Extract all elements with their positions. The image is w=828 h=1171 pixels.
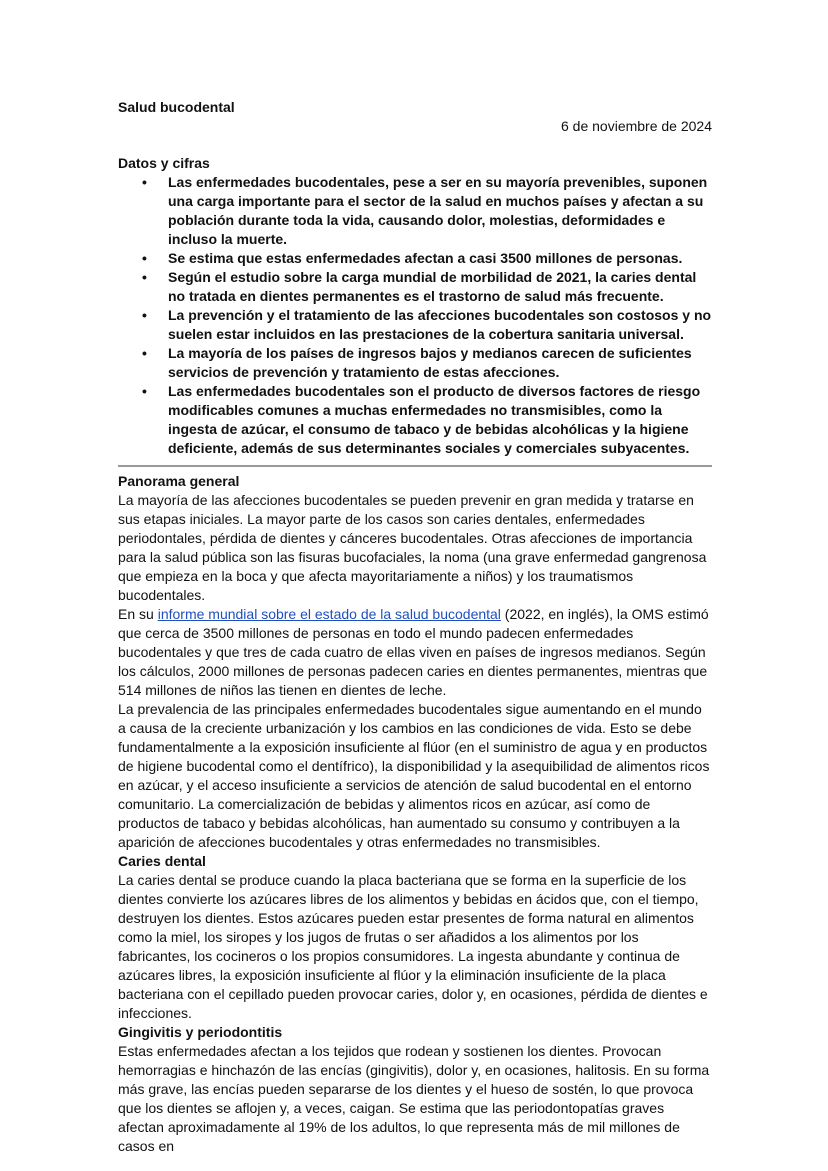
fact-text: La mayoría de los países de ingresos bajos y medianos carecen de suficientes servicios de prevención y tratamiento de estas afecciones. <box>168 345 692 380</box>
fact-text: Según el estudio sobre la carga mundial de morbilidad de 2021, la caries dental no tratada en dientes permanentes es el trastorno de salud más frecuente. <box>168 269 697 304</box>
caries-paragraph: La caries dental se produce cuando la placa bacteriana que se forma en la superficie de los dientes convierte los azúcares libres de los alimentos y bebidas en ácidos que, con el tiempo, destruyen los dientes. Estos azúcares pueden estar presentes de forma natural en alimentos como la miel, los siropes y los jugos de frutas o ser añadidos a los alimentos por los fabricantes, los cocineros o los propios consumidores. La ingesta abundante y continua de azúcares libres, la exposición insuficiente al flúor y la eliminación insuficiente de la placa bacteriana con el cepillado pueden provocar caries, dolor y, en ocasiones, pérdida de dientes e infecciones. <box>118 872 708 1021</box>
fact-item <box>142 249 712 268</box>
global-oral-health-report-link[interactable]: informe mundial sobre el estado de la salud bucodental <box>157 606 501 622</box>
fact-item <box>142 173 712 249</box>
facts-list <box>118 173 712 458</box>
document-content <box>118 98 712 1156</box>
overview-paragraph-1: La mayoría de las afecciones bucodentales se pueden prevenir en gran medida y tratarse en sus etapas iniciales. La mayor parte de los casos son caries dentales, enfermedades periodontales, pérdida de dientes y cánceres bucodentales. Otras afecciones de importancia para la salud pública son las fisuras bucofaciales, la noma (una grave enfermedad gangrenosa que empieza en la boca y que afecta mayoritariamente a niños) y los traumatismos bucodentales. <box>118 492 707 603</box>
publication-date: 6 de noviembre de 2024 <box>561 118 712 134</box>
document-title: Salud bucodental <box>118 99 235 115</box>
overview-paragraph-3: La prevalencia de las principales enfermedades bucodentales sigue aumentando en el mundo a causa de la creciente urbanización y los cambios en las condiciones de vida. Esto se debe fundamentalmente a la exposición insuficiente al flúor (en el suministro de agua y en productos de higiene bucodental como el dentífrico), la disponibilidad y la asequibilidad de alimentos ricos en azúcar, y el acceso insuficiente a servicios de atención de salud bucodental en el entorno comunitario. La comercialización de bebidas y alimentos ricos en azúcar, así como de productos de tabaco y bebidas alcohólicas, han aumentado su consumo y contribuyen a la aparición de afecciones bucodentales y otras enfermedades no transmisibles. <box>118 701 710 850</box>
fact-text: Las enfermedades bucodentales son el producto de diversos factores de riesgo modificables comunes a muchas enfermedades no transmisibles, como la ingesta de azúcar, el consumo de tabaco y de bebidas alcohólicas y la higiene deficiente, además de sus determinantes sociales y comerciales subyacentes. <box>168 383 701 456</box>
fact-item <box>142 344 712 382</box>
gingivitis-heading: Gingivitis y periodontitis <box>118 1024 283 1040</box>
overview-p2-text-before: En su <box>118 606 158 622</box>
gingivitis-paragraph: Estas enfermedades afectan a los tejidos que rodean y sostienen los dientes. Provocan hemorragias e hinchazón de las encías (gingivitis), dolor y, en ocasiones, halitosis. En su forma más grave, las encías pueden separarse de los dientes y el hueso de sostén, lo que provoca que los dientes se aflojen y, a veces, caigan. Se estima que las periodontopatías graves afectan aproximadamente al 19% de los adultos, lo que representa más de mil millones de casos en <box>118 1043 710 1154</box>
overview-p2-text-after: (2022, en inglés), la OMS estimó que cerca de 3500 millones de personas en todo el mundo padecen enfermedades bucodentales y que tres de cada cuatro de ellas viven en países de ingresos medianos. Según los cálculos, 2000 millones de personas padecen caries en dientes permanentes, mientras que 514 millones de niños las tienen en dientes de leche. <box>118 606 709 698</box>
fact-item <box>142 306 712 344</box>
section-divider <box>118 465 712 467</box>
overview-paragraph-2 <box>118 605 712 700</box>
bullet-icon: • <box>142 307 147 323</box>
bullet-icon: • <box>142 345 147 361</box>
fact-text: Las enfermedades bucodentales, pese a ser en su mayoría prevenibles, suponen una carga importante para el sector de la salud en muchos países y afectan a su población durante toda la vida, causando dolor, molestias, deformidades e incluso la muerte. <box>168 174 708 247</box>
caries-heading: Caries dental <box>118 853 206 869</box>
bullet-icon: • <box>142 269 147 285</box>
fact-text: La prevención y el tratamiento de las afecciones bucodentales son costosos y no suelen estar incluidos en las prestaciones de la cobertura sanitaria universal. <box>168 307 712 342</box>
facts-heading: Datos y cifras <box>118 155 210 171</box>
fact-text: Se estima que estas enfermedades afectan a casi 3500 millones de personas. <box>168 250 683 266</box>
bullet-icon: • <box>142 250 147 266</box>
bullet-icon: • <box>142 383 147 399</box>
overview-heading: Panorama general <box>118 473 240 489</box>
fact-item <box>142 268 712 306</box>
bullet-icon: • <box>142 174 147 190</box>
fact-item <box>142 382 712 458</box>
